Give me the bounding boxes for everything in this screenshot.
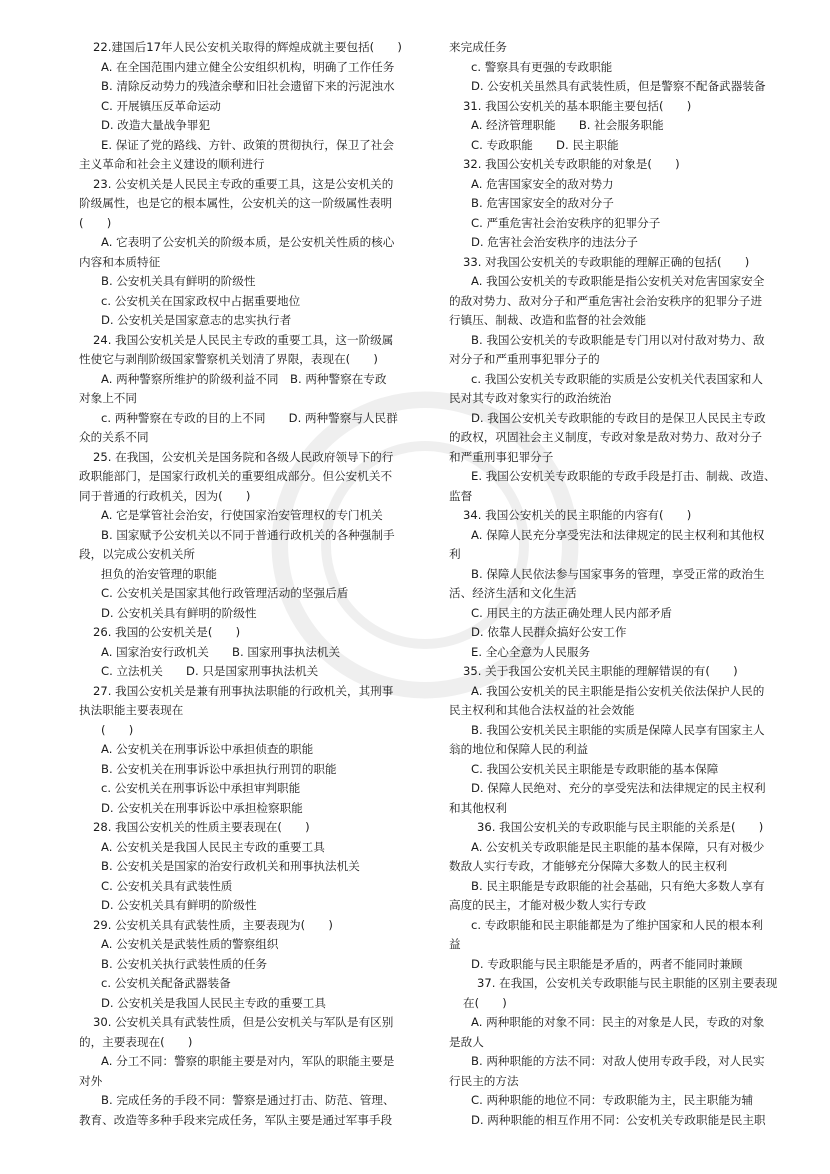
text-line: 民主权利和其他合法权益的社会效能 (449, 703, 635, 717)
text-line: A. 国家治安行政机关 B. 国家刑事执法机关 (101, 644, 341, 659)
text-line: 众的关系不同 (79, 430, 149, 444)
text-line: 的，主要表现在( ) (79, 1034, 193, 1049)
text-line: 的政权，巩固社会主义制度，专政对象是敌对势力、敌对分子 (449, 430, 763, 444)
text-line: A. 危害国家安全的敌对势力 (471, 176, 614, 191)
text-line: 对象上不同 (79, 391, 137, 405)
text-line: 28. 我国公安机关的性质主要表现在( ) (93, 820, 310, 834)
text-line: B. 民主职能是专政职能的社会基础，只有绝大多数人享有 (471, 878, 765, 893)
text-line: D. 我国公安机关专政职能的专政目的是保卫人民民主专政 (471, 410, 766, 425)
text-line: 和其他权利 (449, 800, 507, 815)
text-line: 来完成任务 (449, 40, 507, 54)
text-line: 和严重刑事犯罪分子 (449, 449, 554, 464)
text-line: D. 公安机关是我国人民民主专政的重要工具 (101, 995, 326, 1010)
text-line: 在( ) (463, 995, 507, 1010)
text-line: B. 我国公安机关民主职能的实质是保障人民享有国家主人 (471, 722, 765, 737)
text-line: ( ) (101, 722, 134, 737)
text-line: 24. 我国公安机关是人民民主专政的重要工具，这一阶级属 (93, 332, 394, 347)
text-line: 同于普通的行政机关，因为( ) (79, 488, 251, 503)
text-line: 监督 (449, 488, 473, 503)
text-line: 行镇压、制裁、改造和监督的社会效能 (449, 313, 647, 327)
text-line: D. 公安机关具有鲜明的阶级性 (101, 898, 257, 912)
text-line: 22.建国后17年人民公安机关取得的辉煌成就主要包括( ) (93, 40, 402, 54)
text-line: 35. 关于我国公安机关民主职能的理解错误的有( ) (463, 664, 738, 678)
text-line: A. 它表明了公安机关的阶级本质，是公安机关性质的核心 (101, 235, 395, 249)
text-line: A. 保障人民充分享受宪法和法律规定的民主权利和其他权 (471, 527, 765, 542)
text-line: A. 它是掌管社会治安，行使国家治安管理权的专门机关 (101, 508, 383, 522)
text-line: B. 国家赋予公安机关以不同于普通行政机关的各种强制手 (101, 527, 395, 542)
text-line: 37. 在我国，公安机关专政职能与民主职能的区别主要表现 (477, 976, 778, 990)
text-line: c. 公安机关配备武器装备 (101, 976, 231, 990)
text-line: 30. 公安机关具有武装性质，但是公安机关与军队是有区别 (93, 1015, 394, 1029)
text-line: C. 公安机关具有武装性质 (101, 878, 233, 893)
text-line: 内容和本质特征 (79, 254, 161, 269)
text-line: 高度的民主，才能对极少数人实行专政 (449, 898, 647, 912)
text-line: A. 在全国范围内建立健全公安组织机构，明确了工作任务 (101, 59, 395, 74)
text-line: ( ) (79, 215, 112, 230)
text-line: B. 公安机关在刑事诉讼中承担执行刑罚的职能 (101, 761, 337, 776)
text-line: 利 (449, 547, 461, 561)
text-line: E. 保证了党的路线、方针、政策的贯彻执行，保卫了社会 (101, 137, 394, 152)
text-line: 主义革命和社会主义建设的顺利进行 (79, 157, 265, 171)
text-line: C. 公安机关是国家其他行政管理活动的坚强后盾 (101, 586, 349, 600)
text-line: A. 公安机关在刑事诉讼中承担侦查的职能 (101, 742, 314, 756)
text-line: 教育、改造等多种手段来完成任务，军队主要是通过军事手段 (79, 1112, 393, 1127)
text-line: 执法职能主要表现在 (79, 703, 184, 717)
text-line: B. 公安机关具有鲜明的阶级性 (101, 274, 256, 288)
text-line: 是敌人 (449, 1034, 484, 1049)
text-line: D. 改造大量战争罪犯 (101, 118, 211, 132)
text-line: 性使它与剥削阶级国家警察机关划清了界限，表现在( ) (79, 352, 378, 366)
text-line: c. 专政职能和民主职能都是为了维护国家和人民的根本利 (471, 917, 763, 932)
text-line: B. 公安机关执行武装性质的任务 (101, 956, 268, 971)
text-line: 民对其专政对象实行的政治统治 (449, 391, 612, 405)
text-line: 23. 公安机关是人民民主专政的重要工具，这是公安机关的 (93, 176, 394, 191)
text-line: 阶级属性，也是它的根本属性，公安机关的这一阶级属性表明 (79, 196, 393, 210)
text-line: 翁的地位和保障人民的利益 (449, 742, 589, 756)
text-line: D. 公安机关虽然具有武装性质，但是警察不配备武器装备 (471, 79, 766, 93)
text-line: D. 两种职能的相互作用不同：公安机关专政职能是民主职 (471, 1112, 766, 1127)
text-line: C. 我国公安机关民主职能是专政职能的基本保障 (471, 761, 719, 776)
text-line: A. 公安机关专政职能是民主职能的基本保障，只有对极少 (471, 839, 765, 854)
text-line: c. 警察具有更强的专政职能 (471, 59, 613, 74)
text-line: D. 公安机关在刑事诉讼中承担检察职能 (101, 800, 303, 815)
text-line: B. 完成任务的手段不同：警察是通过打击、防范、管理、 (101, 1093, 395, 1107)
text-line: 对外 (79, 1073, 103, 1088)
text-line: c. 我国公安机关专政职能的实质是公安机关代表国家和人 (471, 371, 763, 386)
text-line: c. 公安机关在刑事诉讼中承担审判职能 (101, 781, 301, 795)
text-line: A. 两种警察所维护的阶级利益不同 B. 两种警察在专政 (101, 371, 387, 386)
text-line: E. 我国公安机关专政职能的专政手段是打击、制裁、改造、 (471, 469, 776, 483)
text-line: A. 我国公安机关的专政职能是指公安机关对危害国家安全 (471, 274, 765, 288)
text-line: A. 我国公安机关的民主职能是指公安机关依法保护人民的 (471, 683, 765, 698)
text-line: C. 严重危害社会治安秩序的犯罪分子 (471, 215, 661, 230)
text-line: 政职能部门，是国家行政机关的重要组成部分。但公安机关不 (79, 469, 393, 483)
text-line: D. 专政职能与民主职能是矛盾的，两者不能同时兼顾 (471, 956, 743, 971)
text-line: D. 依靠人民群众搞好公安工作 (471, 625, 627, 639)
text-line: 26. 我国的公安机关是( ) (93, 625, 241, 639)
text-line: 27. 我国公安机关是兼有刑事执法职能的行政机关，其刑事 (93, 683, 394, 698)
text-line: C. 开展镇压反革命运动 (101, 98, 221, 113)
text-line: 29. 公安机关具有武装性质，主要表现为( ) (93, 917, 333, 932)
left-column (79, 38, 422, 1130)
text-line: E. 全心全意为人民服务 (471, 644, 591, 659)
text-line: B. 两种职能的方法不同：对敌人使用专政手段，对人民实 (471, 1054, 765, 1068)
text-line: 32. 我国公安机关专政职能的对象是( ) (463, 157, 680, 171)
text-line: D. 公安机关具有鲜明的阶级性 (101, 605, 257, 620)
text-line: C. 专政职能 D. 民主职能 (471, 137, 619, 152)
text-line: 担负的治安管理的职能 (101, 566, 217, 581)
text-line: 的敌对势力、敌对分子和严重危害社会治安秩序的犯罪分子进 (449, 293, 763, 308)
text-line: C. 立法机关 D. 只是国家刑事执法机关 (101, 664, 319, 678)
text-line: 活、经济生活和文化生活 (449, 586, 577, 600)
text-line: C. 用民主的方法正确处理人民内部矛盾 (471, 605, 672, 620)
text-line: D. 保障人民绝对、充分的享受宪法和法律规定的民主权利 (471, 781, 766, 795)
text-line: 数敌人实行专政，才能够充分保障大多数人的民主权利 (449, 859, 728, 873)
text-line: 益 (449, 937, 461, 951)
right-column (449, 38, 794, 1130)
text-line: 34. 我国公安机关的民主职能的内容有( ) (463, 508, 692, 522)
text-line: B. 保障人民依法参与国家事务的管理，享受正常的政治生 (471, 566, 765, 581)
text-line: 段，以完成公安机关所 (79, 547, 195, 561)
text-line: 31. 我国公安机关的基本职能主要包括( ) (463, 98, 692, 113)
text-line: 33. 对我国公安机关的专政职能的理解正确的包括( ) (463, 254, 750, 269)
text-line: C. 两种职能的地位不同：专政职能为主，民主职能为辅 (471, 1093, 754, 1107)
text-line: B. 公安机关是国家的治安行政机关和刑事执法机关 (101, 859, 360, 873)
text-line: B. 清除反动势力的残渣余孽和旧社会遗留下来的污泥浊水 (101, 79, 395, 93)
text-line: c. 公安机关在国家政权中占据重要地位 (101, 293, 301, 308)
text-line: A. 两种职能的对象不同：民主的对象是人民，专政的对象 (471, 1015, 765, 1029)
text-line: D. 危害社会治安秩序的违法分子 (471, 235, 639, 249)
text-line: 36. 我国公安机关的专政职能与民主职能的关系是( ) (477, 820, 764, 834)
text-line: c. 两种警察在专政的目的上不同 D. 两种警察与人民群 (101, 410, 398, 425)
text-line: A. 公安机关是我国人民民主专政的重要工具 (101, 839, 325, 854)
text-line: 25. 在我国，公安机关是国务院和各级人民政府领导下的行 (93, 449, 394, 464)
text-line: 行民主的方法 (449, 1073, 519, 1088)
text-line: A. 公安机关是武装性质的警察组织 (101, 937, 279, 951)
text-line: A. 分工不同：警察的职能主要是对内，军队的职能主要是 (101, 1054, 395, 1068)
text-line: B. 我国公安机关的专政职能是专门用以对付敌对势力、敌 (471, 332, 765, 347)
text-line: D. 公安机关是国家意志的忠实执行者 (101, 313, 292, 327)
text-line: B. 危害国家安全的敌对分子 (471, 196, 614, 210)
text-line: 对分子和严重刑事犯罪分子的 (449, 352, 600, 366)
text-line: A. 经济管理职能 B. 社会服务职能 (471, 118, 664, 132)
